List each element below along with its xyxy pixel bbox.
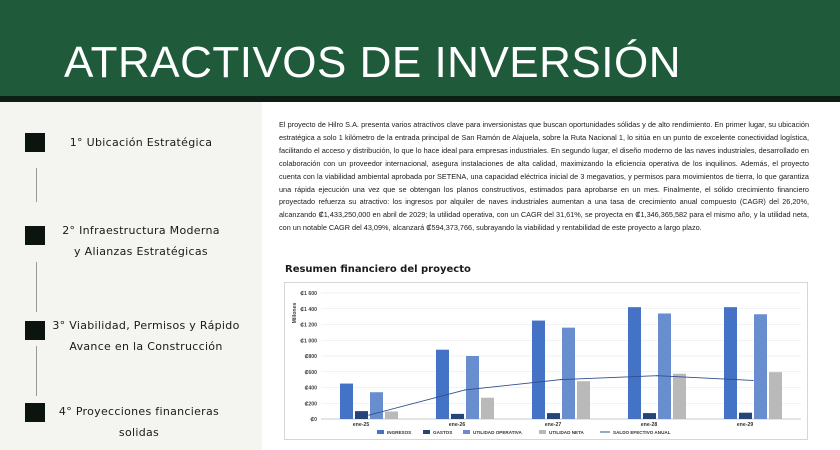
- line-point: [464, 389, 465, 390]
- bar-utilidad-operativa: [754, 314, 767, 419]
- bar-utilidad-operativa: [466, 356, 479, 419]
- square-bullet-icon: [25, 321, 45, 340]
- bar-ingresos: [436, 350, 449, 419]
- square-bullet-icon: [25, 133, 45, 152]
- x-tick-label: ene-27: [544, 422, 562, 428]
- y-tick-label: ₡0: [310, 417, 317, 423]
- bar-utilidad-neta: [481, 398, 494, 419]
- y-tick-label: ₡1 000: [300, 338, 317, 345]
- line-saldo-efectivo-anual: [369, 376, 753, 415]
- square-bullet-icon: [25, 403, 45, 422]
- legend-swatch: [377, 430, 384, 434]
- y-tick-label: ₡200: [304, 401, 317, 408]
- sidebar: [0, 102, 262, 450]
- sidebar-item-label: 2° Infraestructura Moderna: [62, 224, 220, 237]
- bar-utilidad-neta: [673, 374, 686, 419]
- line-point: [560, 379, 561, 380]
- line-point: [656, 375, 657, 376]
- legend-label: UTILIDAD OPERATIVA: [473, 430, 522, 435]
- chart-frame: [284, 282, 808, 440]
- sidebar-item-label: solidas: [118, 426, 160, 439]
- sidebar-item-label: 1° Ubicación Estratégica: [69, 136, 213, 149]
- square-bullet-icon: [25, 226, 45, 245]
- y-tick-label: ₡600: [304, 369, 317, 376]
- line-point: [368, 414, 369, 415]
- bar-ingresos: [340, 384, 353, 419]
- legend-label: SALDO EFECTIVO ANUAL: [613, 430, 671, 435]
- legend-label: UTILIDAD NETA: [549, 430, 584, 435]
- x-tick-label: ene-25: [352, 422, 370, 428]
- intro-paragraph: El proyecto de Hilro S.A. presenta varios atractivos clave para inversionistas que buscan oportunidades sólidas y de alto rendimiento. En primer lugar, su ubicación estratégica a solo 1 kilómetro de la entrada principal de San Ramón de Alajuela, sobre la Ruta Nacional 1, lo sitúa en un punto de excelente conectividad logística, facilitando el acceso y distribución, lo que lo hace ideal para empresas industriales. En segundo lugar, el diseño moderno de las naves industriales, desarrollado en colaboración con un proveedor internacional, asegura instalaciones de alta calidad, maximizando la eficiencia operativa de los inquilinos. Además, el proyecto cuenta con la viabilidad ambiental aprobada por SETENA, una capacidad eléctrica inicial de 3 megavatios, y permisos para movimientos de tierra, lo que garantiza una rápida ejecución una vez que se obtengan los planos constructivos, estimados para aprobarse en un mes. Finalmente, el sólido crecimiento financiero proyectado refuerza su atractivo: los ingresos por alquiler de naves industriales aumentan a una tasa de crecimiento anual compuesto (CAGR) del 26,20%, alcanzando ₡1,433,250,000 en abril de 2029; la utilidad operativa, con un CAGR del 31,61%, se proyecta en ₡1,346,365,582 para el mismo año, y la utilidad neta, con un notable CAGR del 43,09%, alcanzará ₡594,373,766, subrayando la viabilidad y rentabilidad de este proyecto a largo plazo.: [279, 120, 809, 233]
- bar-utilidad-neta: [577, 381, 590, 419]
- y-tick-label: ₡1 400: [300, 306, 317, 313]
- bar-gastos: [547, 413, 560, 419]
- legend-swatch: [463, 430, 470, 434]
- bar-gastos: [451, 414, 464, 419]
- legend-swatch: [539, 430, 546, 434]
- bar-utilidad-neta: [385, 412, 398, 419]
- bar-utilidad-operativa: [370, 392, 383, 419]
- bar-ingresos: [628, 307, 641, 419]
- sidebar-connector: [36, 346, 37, 396]
- legend-swatch: [423, 430, 430, 434]
- y-tick-label: ₡1 600: [300, 291, 317, 297]
- bar-gastos: [739, 413, 752, 419]
- x-tick-label: ene-29: [736, 422, 754, 428]
- header-banner: [0, 0, 840, 100]
- bar-gastos: [355, 411, 368, 419]
- chart-title: Resumen financiero del proyecto: [285, 264, 471, 275]
- x-tick-label: ene-26: [448, 422, 466, 428]
- bar-utilidad-operativa: [658, 313, 671, 419]
- sidebar-item-label: 3° Viabilidad, Permisos y Rápido: [52, 319, 240, 332]
- y-tick-label: ₡1 200: [300, 322, 317, 329]
- y-tick-label: ₡400: [304, 385, 317, 392]
- page-title: ATRACTIVOS DE INVERSIÓN: [64, 38, 681, 87]
- sidebar-item-label: y Alianzas Estratégicas: [74, 245, 208, 258]
- legend-label: GASTOS: [433, 430, 453, 435]
- sidebar-connector: [36, 168, 37, 202]
- sidebar-connector: [36, 262, 37, 312]
- legend-label: INGRESOS: [387, 430, 412, 435]
- y-tick-label: ₡800: [304, 354, 317, 360]
- bar-utilidad-neta: [769, 372, 782, 419]
- bar-utilidad-operativa: [562, 328, 575, 419]
- bar-gastos: [643, 413, 656, 419]
- bar-ingresos: [724, 307, 737, 419]
- line-point: [752, 380, 753, 381]
- bar-ingresos: [532, 321, 545, 419]
- y-axis-label: Millones: [292, 302, 298, 324]
- sidebar-item-label: 4° Proyecciones financieras: [58, 405, 220, 418]
- financial-chart: [285, 283, 807, 439]
- sidebar-item-label: Avance en la Construcción: [69, 340, 223, 353]
- x-tick-label: ene-28: [640, 422, 658, 428]
